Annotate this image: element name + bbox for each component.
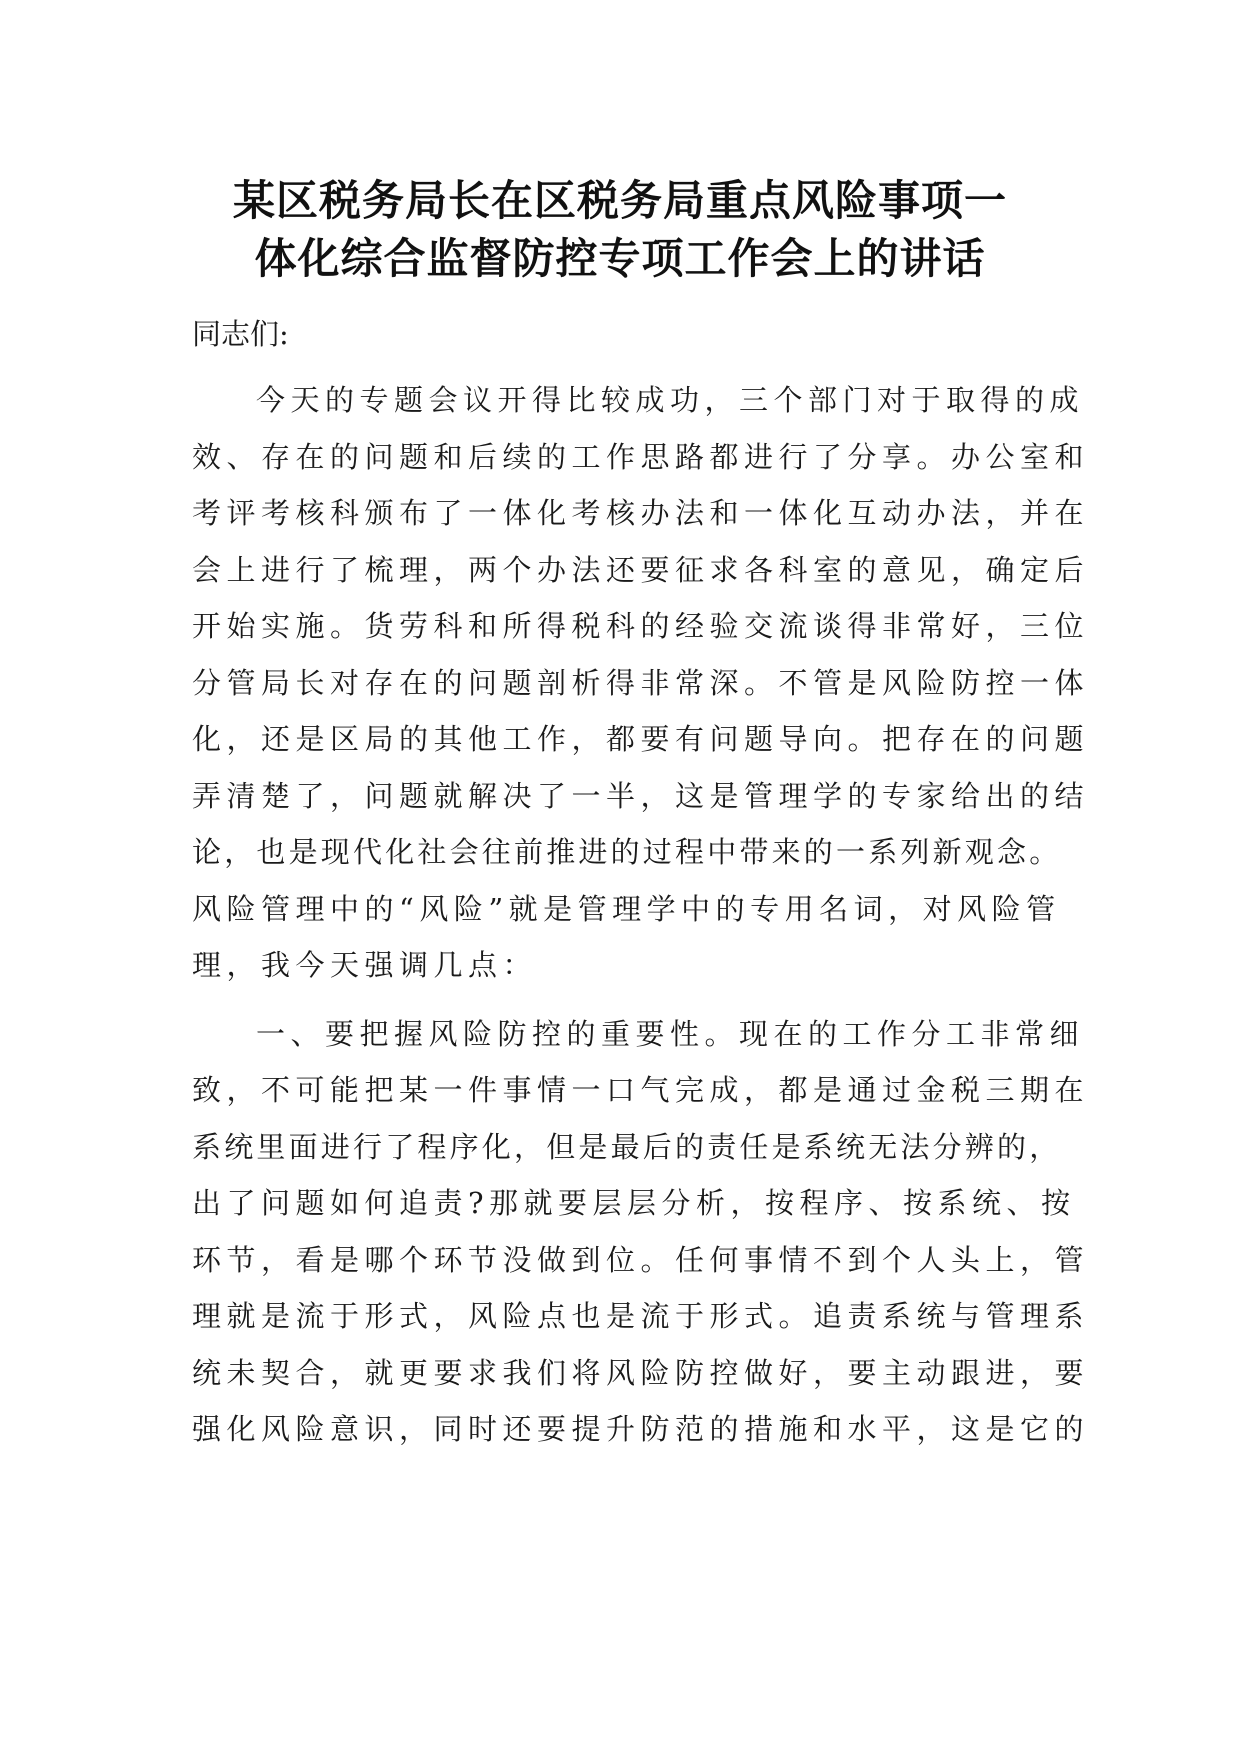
paragraph bbox=[192, 372, 1090, 994]
text-line: 效、存在的问题和后续的工作思路都进行了分享。办公室和 bbox=[192, 439, 1090, 474]
text-line: 化，还是区局的其他工作，都要有问题导向。把存在的问题 bbox=[192, 722, 1090, 756]
text-line: 论，也是现代化社会往前推进的过程中带来的一系列新观念。 bbox=[192, 835, 1062, 869]
text-line: 今天的专题会议开得比较成功，三个部门对于取得的成 bbox=[256, 383, 1085, 417]
text-line: 出了问题如何追责?那就要层层分析，按程序、按系统、按 bbox=[192, 1186, 1076, 1220]
text-line: 理就是流于形式，风险点也是流于形式。追责系统与管理系 bbox=[192, 1299, 1090, 1333]
text-line: 风险管理中的“风险”就是管理学中的专用名词，对风险管 bbox=[192, 891, 1061, 926]
text-line: 考评考核科颁布了一体化考核办法和一体化互动办法，并在 bbox=[192, 496, 1090, 530]
document-body bbox=[192, 372, 1090, 1458]
text-line: 开始实施。货劳科和所得税科的经验交流谈得非常好，三位 bbox=[192, 609, 1090, 643]
text-line: 弄清楚了，问题就解决了一半，这是管理学的专家给出的结 bbox=[192, 778, 1090, 813]
text-line: 环节，看是哪个环节没做到位。任何事情不到个人头上，管 bbox=[192, 1242, 1090, 1277]
text-line: 一、要把握风险防控的重要性。现在的工作分工非常细 bbox=[256, 1016, 1085, 1051]
text-line: 致，不可能把某一件事情一口气完成，都是通过金税三期在 bbox=[192, 1073, 1090, 1107]
paragraph bbox=[192, 1006, 1090, 1458]
text-line: 强化风险意识，同时还要提升防范的措施和水平，这是它的 bbox=[192, 1412, 1090, 1446]
title-line: 体化综合监督防控专项工作会上的讲话 bbox=[254, 234, 986, 283]
text-line: 会上进行了梳理，两个办法还要征求各科室的意见，确定后 bbox=[192, 552, 1090, 587]
salutation: 同志们: bbox=[192, 317, 289, 351]
text-line: 理，我今天强调几点： bbox=[192, 948, 538, 982]
text-line: 系统里面进行了程序化，但是最后的责任是系统无法分辨的， bbox=[192, 1129, 1062, 1164]
title-line: 某区税务局长在区税务局重点风险事项一 bbox=[232, 176, 1007, 225]
text-line: 分管局长对存在的问题剖析得非常深。不管是风险防控一体 bbox=[192, 665, 1090, 700]
text-line: 统未契合，就更要求我们将风险防控做好，要主动跟进，要 bbox=[192, 1355, 1090, 1390]
document-title bbox=[150, 172, 1090, 288]
